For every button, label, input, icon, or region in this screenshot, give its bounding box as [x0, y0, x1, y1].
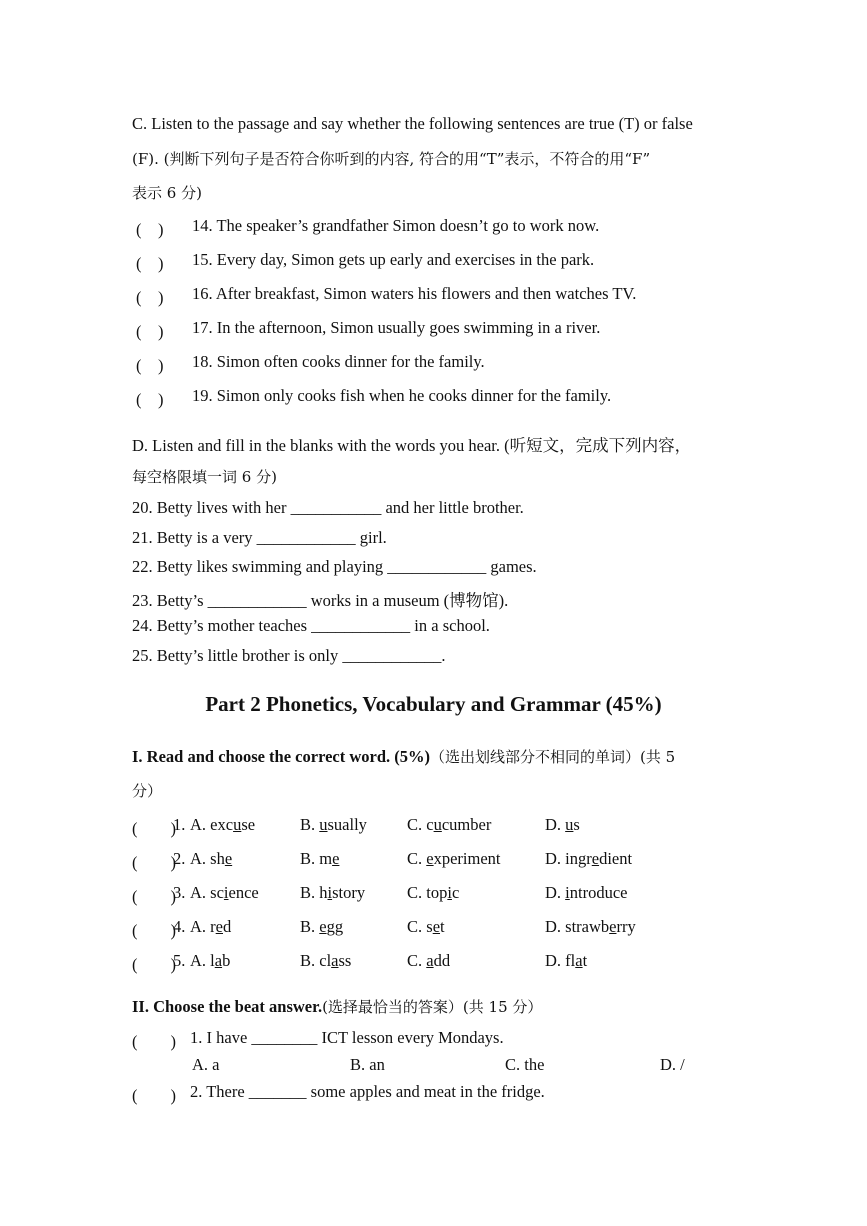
- word-part: D.: [545, 815, 566, 834]
- option-a[interactable]: [190, 883, 259, 903]
- underlined-letters: u: [433, 815, 442, 834]
- word-part: A. r: [190, 917, 216, 936]
- question-number: 1.: [173, 815, 186, 834]
- option-a[interactable]: A. a: [192, 1055, 220, 1074]
- underlined-letters: e: [426, 849, 434, 868]
- option-a[interactable]: [190, 815, 255, 835]
- list-item: 23. Betty’s ____________ works in a museum (博物馆).: [132, 591, 509, 610]
- list-item: 22. Betty likes swimming and playing ____________ games.: [132, 557, 537, 576]
- answer-bracket[interactable]: ( ): [132, 1086, 176, 1105]
- underlined-letters: u: [233, 815, 242, 834]
- word-part: A. sc: [190, 883, 224, 902]
- question-2: 2. There _______ some apples and meat in the fridge.: [190, 1082, 545, 1101]
- answer-bracket[interactable]: ( ): [132, 955, 176, 974]
- section-c-intro-line2: (F). (判断下列句子是否符合你听到的内容, 符合的用“T”表示，不符合的用“F”: [132, 150, 651, 168]
- word-part: story: [332, 883, 366, 902]
- word-part: A. l: [190, 951, 215, 970]
- underlined-letters: e: [432, 917, 441, 936]
- option-c[interactable]: [407, 951, 450, 971]
- part-title: Part 2 Phonetics, Vocabulary and Grammar (45%): [205, 692, 662, 716]
- option-d[interactable]: [545, 951, 587, 971]
- option-a[interactable]: [190, 951, 230, 971]
- list-item: 16. After breakfast, Simon waters his flowers and then watches TV.: [192, 284, 637, 303]
- word-part: xperiment: [433, 849, 501, 868]
- word-part: D. ingr: [545, 849, 592, 868]
- section-d-intro-line2: 每空格限填一词 6 分): [132, 468, 277, 486]
- option-b[interactable]: [300, 917, 343, 937]
- word-part: ss: [338, 951, 352, 970]
- answer-bracket[interactable]: ( ): [132, 853, 176, 872]
- section-ii-heading: [132, 996, 542, 1017]
- question-number: 2.: [173, 849, 186, 868]
- answer-bracket[interactable]: ( ): [132, 1032, 176, 1051]
- word-part: c: [451, 883, 460, 902]
- word-part: B. cl: [300, 951, 332, 970]
- section-i-heading-cn: （选出划线部分不相同的单词）(共 5: [430, 748, 676, 766]
- word-part: D.: [545, 883, 566, 902]
- option-d[interactable]: [545, 849, 632, 869]
- word-part: A. sh: [190, 849, 225, 868]
- word-part: C.: [407, 849, 427, 868]
- list-item: 15. Every day, Simon gets up early and exercises in the park.: [192, 250, 595, 269]
- list-item: 24. Betty’s mother teaches ____________ in a school.: [132, 616, 490, 635]
- section-c-intro-line1: C. Listen to the passage and say whether the following sentences are true (T) or false: [132, 114, 693, 133]
- list-item: 19. Simon only cooks fish when he cooks dinner for the family.: [192, 386, 612, 405]
- answer-bracket[interactable]: ( ): [136, 254, 164, 273]
- underlined-letters: i: [565, 883, 570, 902]
- word-part: b: [222, 951, 231, 970]
- underlined-letters: a: [214, 951, 223, 970]
- word-part: C.: [407, 951, 427, 970]
- word-part: rry: [616, 917, 636, 936]
- word-part: B.: [300, 815, 320, 834]
- list-item: 20. Betty lives with her ___________ and her little brother.: [132, 498, 524, 517]
- answer-bracket[interactable]: ( ): [132, 887, 176, 906]
- list-item: 18. Simon often cooks dinner for the family.: [192, 352, 485, 371]
- underlined-letters: u: [319, 815, 328, 834]
- option-b[interactable]: [300, 883, 365, 903]
- section-ii-heading-cn: (选择最恰当的答案）(共 15 分）: [322, 998, 543, 1016]
- word-part: cumber: [441, 815, 492, 834]
- underlined-letters: i: [223, 883, 229, 902]
- option-c[interactable]: C. the: [505, 1055, 545, 1074]
- option-d[interactable]: D. /: [660, 1055, 685, 1074]
- word-part: A. exc: [190, 815, 234, 834]
- answer-bracket[interactable]: ( ): [136, 288, 164, 307]
- underlined-letters: e: [332, 849, 340, 868]
- word-part: D. strawb: [545, 917, 610, 936]
- option-c[interactable]: [407, 815, 491, 835]
- list-item: 14. The speaker’s grandfather Simon doesn’t go to work now.: [192, 216, 600, 235]
- word-part: dient: [599, 849, 633, 868]
- word-part: ntroduce: [569, 883, 628, 902]
- section-d-intro-line1: D. Listen and fill in the blanks with the words you hear. (听短文，完成下列内容，: [132, 436, 692, 455]
- word-part: C. top: [407, 883, 448, 902]
- word-part: gg: [326, 917, 344, 936]
- underlined-letters: e: [609, 917, 617, 936]
- word-part: B. h: [300, 883, 328, 902]
- option-c[interactable]: [407, 883, 459, 903]
- underlined-letters: e: [591, 849, 600, 868]
- answer-bracket[interactable]: ( ): [132, 819, 176, 838]
- section-i-heading: [132, 746, 675, 767]
- option-d[interactable]: [545, 883, 628, 903]
- question-1: 1. I have ________ ICT lesson every Mondays.: [190, 1028, 504, 1047]
- underlined-letters: u: [565, 815, 574, 834]
- answer-bracket[interactable]: ( ): [136, 390, 164, 409]
- section-c-intro-line3: 表示 6 分): [132, 184, 202, 202]
- word-part: d: [223, 917, 232, 936]
- word-part: s: [573, 815, 580, 834]
- option-c[interactable]: [407, 849, 501, 869]
- question-number: 5.: [173, 951, 186, 970]
- word-part: t: [440, 917, 445, 936]
- option-a[interactable]: [190, 849, 232, 869]
- underlined-letters: e: [224, 849, 233, 868]
- underlined-letters: a: [331, 951, 339, 970]
- section-ii-heading-en: II. Choose the beat answer.: [132, 997, 323, 1016]
- option-b[interactable]: [300, 849, 339, 869]
- answer-bracket[interactable]: ( ): [132, 921, 176, 940]
- section-i-heading-en: I. Read and choose the correct word. (5%): [132, 747, 431, 766]
- underlined-letters: a: [575, 951, 583, 970]
- word-part: ence: [228, 883, 259, 902]
- answer-bracket[interactable]: ( ): [136, 220, 164, 239]
- word-part: C. c: [407, 815, 434, 834]
- word-part: t: [582, 951, 588, 970]
- option-b[interactable]: [300, 815, 367, 835]
- option-a[interactable]: [190, 917, 231, 937]
- answer-bracket[interactable]: ( ): [136, 356, 164, 375]
- underlined-letters: i: [327, 883, 333, 902]
- section-i-heading-cn-cont: 分）: [132, 782, 163, 800]
- option-b[interactable]: B. an: [350, 1055, 385, 1074]
- option-d[interactable]: [545, 917, 636, 937]
- answer-bracket[interactable]: ( ): [136, 322, 164, 341]
- question-number: 4.: [173, 917, 186, 936]
- word-part: C. s: [407, 917, 433, 936]
- word-part: D. fl: [545, 951, 576, 970]
- underlined-letters: e: [215, 917, 223, 936]
- underlined-letters: e: [319, 917, 327, 936]
- word-part: se: [241, 815, 256, 834]
- underlined-letters: a: [426, 951, 434, 970]
- list-item: 17. In the afternoon, Simon usually goes swimming in a river.: [192, 318, 601, 337]
- question-number: 3.: [173, 883, 186, 902]
- underlined-letters: i: [447, 883, 452, 902]
- word-part: sually: [327, 815, 367, 834]
- word-part: B.: [300, 917, 320, 936]
- word-part: B. m: [300, 849, 333, 868]
- list-item: 25. Betty’s little brother is only ____________.: [132, 646, 446, 665]
- option-c[interactable]: [407, 917, 445, 937]
- list-item: 21. Betty is a very ____________ girl.: [132, 528, 387, 547]
- option-b[interactable]: [300, 951, 351, 971]
- option-d[interactable]: [545, 815, 580, 835]
- word-part: dd: [433, 951, 451, 970]
